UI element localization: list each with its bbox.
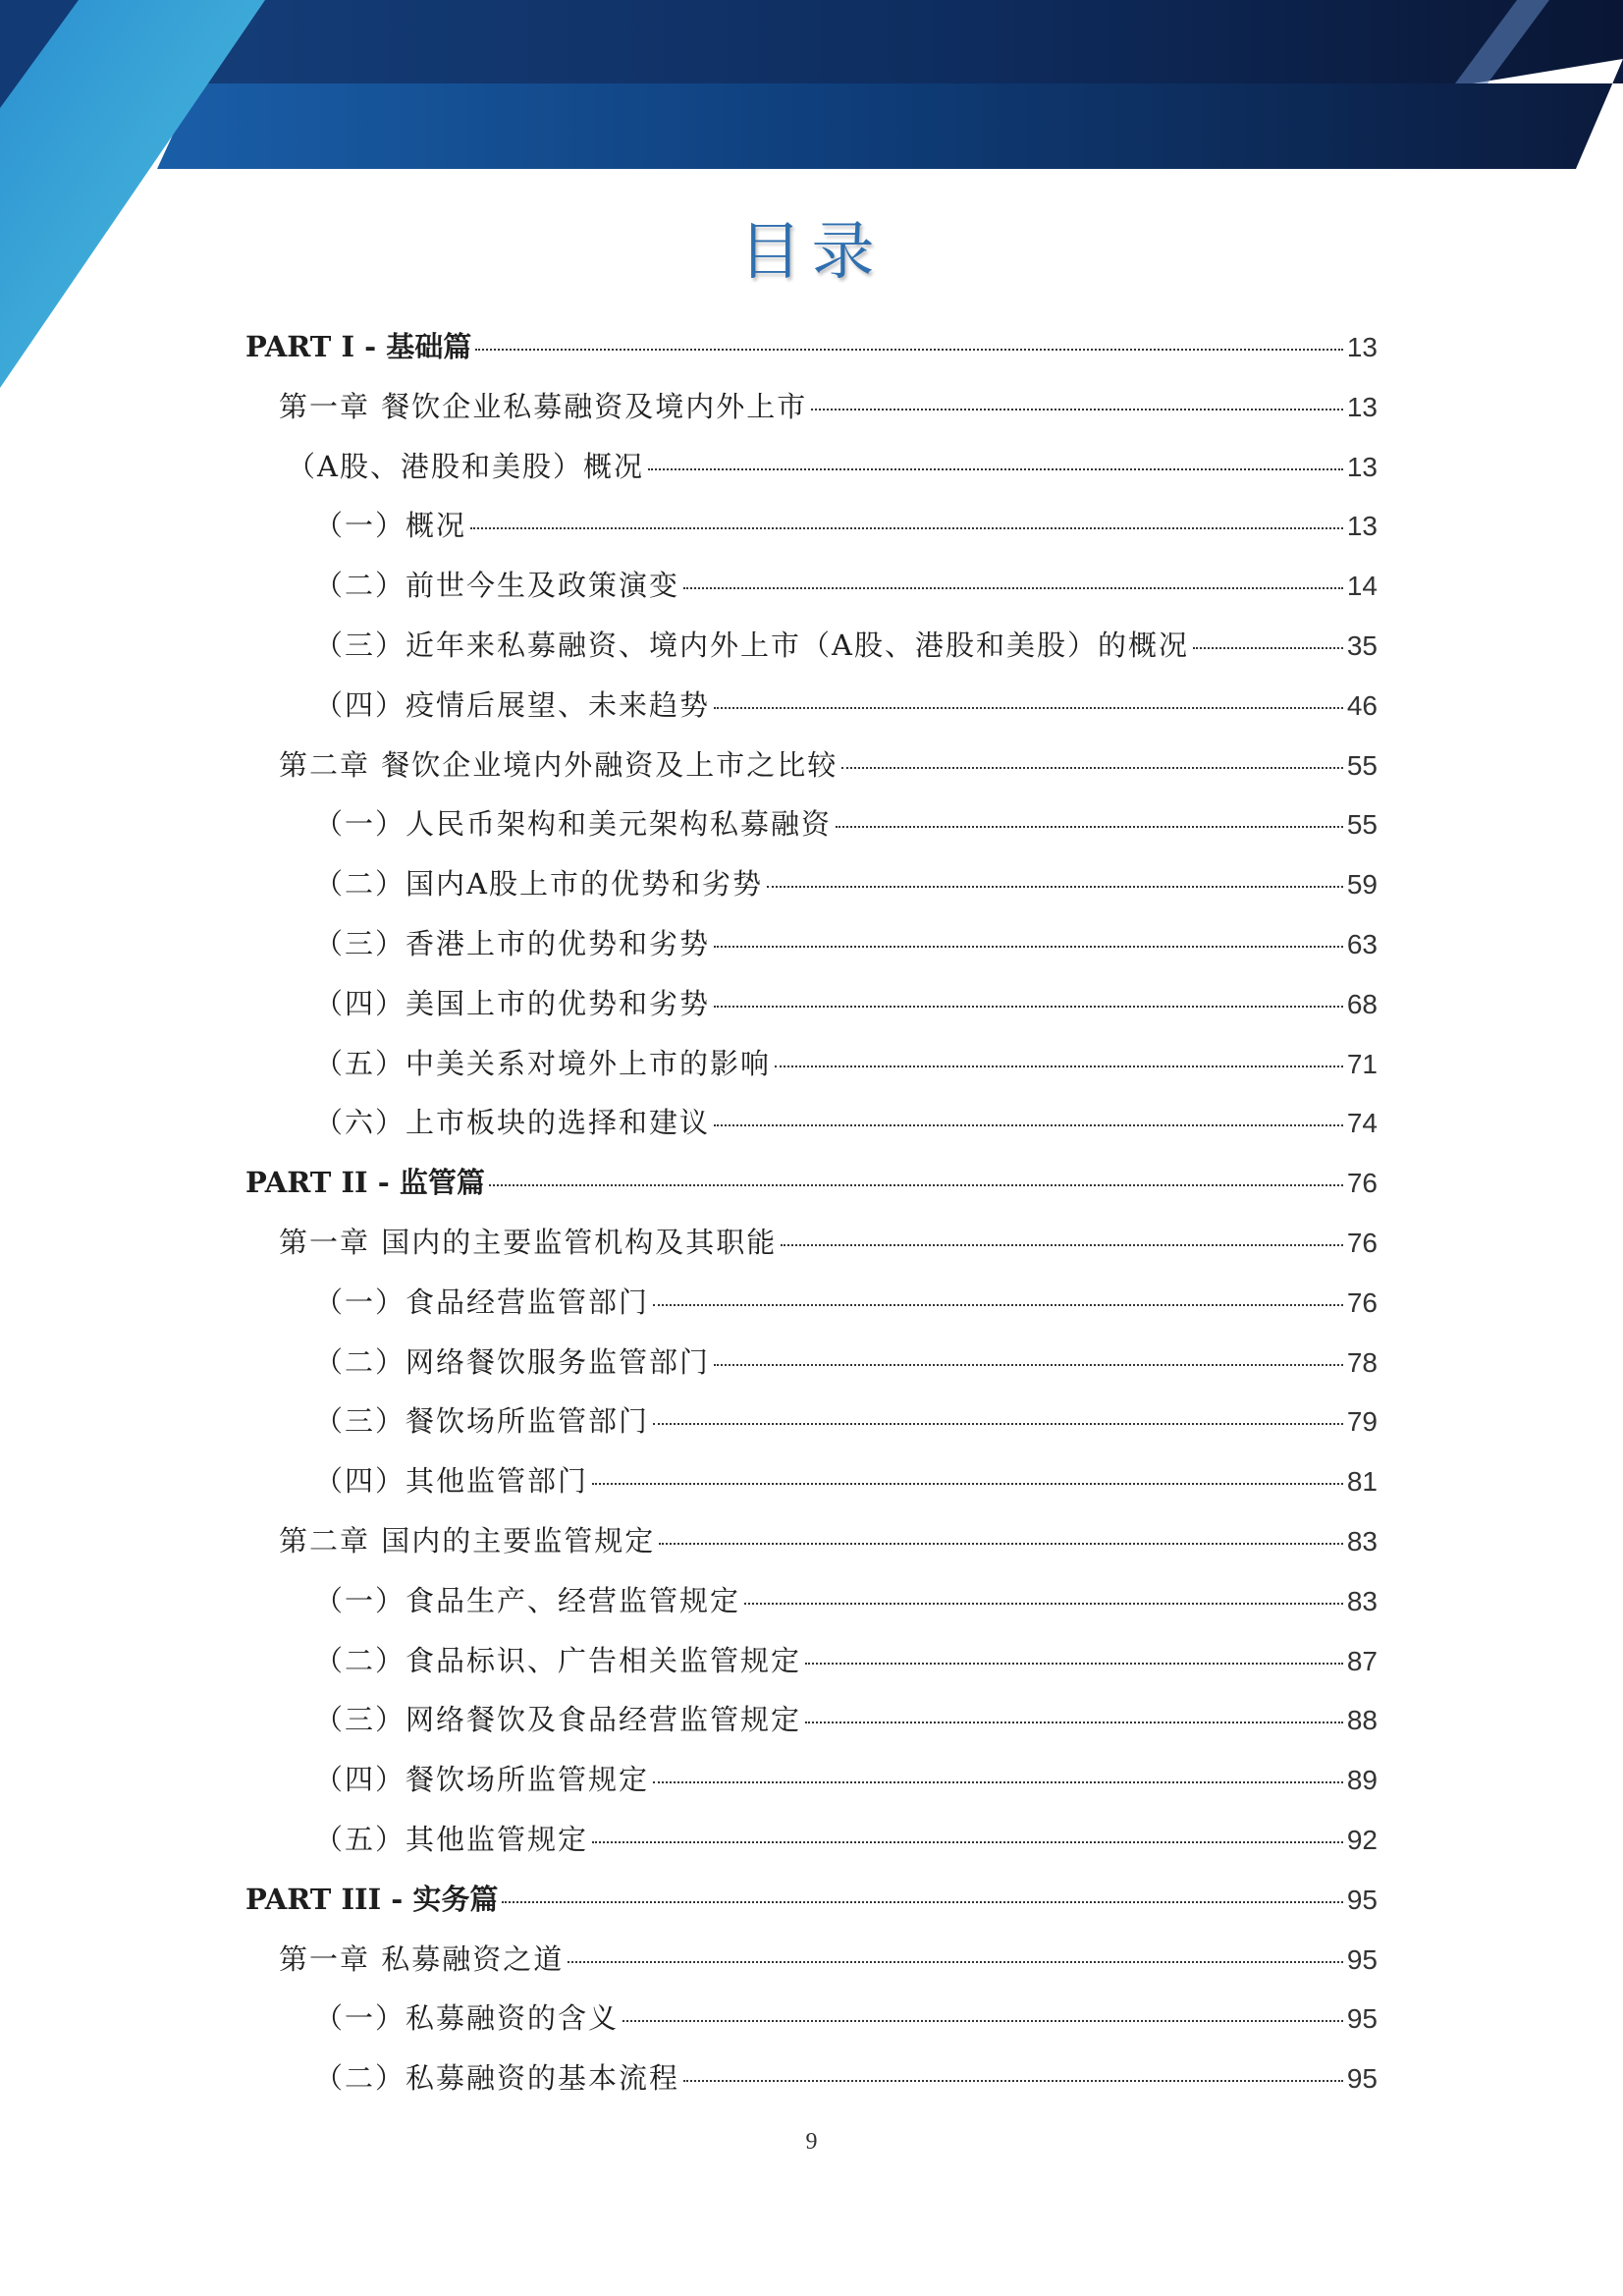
toc-entry-section[interactable] xyxy=(314,1093,1378,1153)
dot-leader xyxy=(470,527,1343,529)
toc-entry-title: （四）美国上市的优势和劣势 xyxy=(314,986,711,1020)
toc-entry-section[interactable] xyxy=(314,854,1378,914)
toc-entry-title: （一）食品经营监管部门 xyxy=(314,1285,650,1319)
toc-entry-page: 13 xyxy=(1346,332,1378,362)
toc-entry-title: （A股、港股和美股）概况 xyxy=(287,449,644,483)
dot-leader xyxy=(775,1066,1343,1067)
toc-entry-page: 55 xyxy=(1346,809,1378,841)
toc-entry-page: 89 xyxy=(1346,1765,1378,1796)
toc-entry-page: 88 xyxy=(1346,1705,1378,1736)
toc-entry-title: （五）其他监管规定 xyxy=(314,1822,589,1856)
dot-leader xyxy=(489,1184,1343,1186)
toc-entry-section[interactable] xyxy=(314,1631,1378,1691)
toc-entry-page: 76 xyxy=(1346,1286,1378,1318)
dot-leader xyxy=(841,767,1343,769)
toc-entry-title: PART I - 基础篇 xyxy=(245,330,472,363)
toc-entry-section[interactable] xyxy=(314,1451,1378,1511)
toc-entry-title: 第二章 国内的主要监管规定 xyxy=(279,1523,656,1558)
toc-entry-page: 55 xyxy=(1346,749,1378,781)
toc-entry-page: 95 xyxy=(1346,1884,1378,1915)
dot-leader xyxy=(592,1841,1343,1843)
toc-entry-page: 83 xyxy=(1346,1525,1378,1557)
dot-leader xyxy=(714,1006,1343,1008)
dot-leader xyxy=(1193,647,1343,649)
toc-entry-chapter[interactable] xyxy=(279,1511,1378,1571)
toc-entry-title: 第一章 国内的主要监管机构及其职能 xyxy=(279,1225,778,1259)
toc-entry-chapter[interactable] xyxy=(279,377,1378,437)
toc-entry-title: （五）中美关系对境外上市的影响 xyxy=(314,1046,772,1080)
toc-entry-page: 71 xyxy=(1346,1048,1378,1079)
toc-entry-title: （三）餐饮场所监管部门 xyxy=(314,1404,650,1439)
toc-entry-title: （一）私募融资的含义 xyxy=(314,2001,620,2036)
toc-entry-section[interactable] xyxy=(314,1571,1378,1631)
toc-entry-section[interactable] xyxy=(314,1333,1378,1393)
toc-entry-section[interactable] xyxy=(314,1810,1378,1870)
dot-leader xyxy=(781,1244,1343,1246)
toc-entry-continuation[interactable] xyxy=(287,437,1378,497)
toc-entry-section[interactable] xyxy=(314,1690,1378,1750)
dot-leader xyxy=(502,1901,1342,1903)
toc-entry-page: 92 xyxy=(1346,1824,1378,1855)
dot-leader xyxy=(475,349,1343,351)
toc-entry-title: （三）近年来私募融资、境内外上市（A股、港股和美股）的概况 xyxy=(314,628,1189,662)
toc-entry-page: 76 xyxy=(1346,1227,1378,1258)
dot-leader xyxy=(683,587,1343,589)
toc-entry-title: PART III - 实务篇 xyxy=(245,1882,499,1916)
toc-entry-page: 81 xyxy=(1346,1466,1378,1498)
dot-leader xyxy=(714,1364,1343,1366)
page-number: 9 xyxy=(805,2129,818,2155)
toc-entry-section[interactable] xyxy=(314,616,1378,676)
toc-entry-section[interactable] xyxy=(314,914,1378,974)
toc-entry-chapter[interactable] xyxy=(279,736,1378,795)
dot-leader xyxy=(714,707,1343,709)
toc-entry-title: （二）网络餐饮服务监管部门 xyxy=(314,1344,711,1379)
toc-entry-section[interactable] xyxy=(314,1034,1378,1094)
toc-entry-page: 46 xyxy=(1346,689,1378,721)
toc-entry-title: （一）食品生产、经营监管规定 xyxy=(314,1583,741,1617)
toc-entry-section[interactable] xyxy=(314,1750,1378,1810)
toc-entry-title: （一）人民币架构和美元架构私募融资 xyxy=(314,807,833,842)
dot-leader xyxy=(767,886,1343,888)
toc-entry-title: （二）前世今生及政策演变 xyxy=(314,569,680,603)
dot-leader xyxy=(659,1543,1343,1545)
toc-entry-page: 76 xyxy=(1346,1168,1378,1199)
toc-entry-title: （六）上市板块的选择和建议 xyxy=(314,1106,711,1140)
toc-entry-section[interactable] xyxy=(314,1392,1378,1451)
toc-entry-title: （四）其他监管部门 xyxy=(314,1464,589,1499)
toc-entry-page: 78 xyxy=(1346,1346,1378,1378)
toc-entry-title: PART II - 监管篇 xyxy=(245,1166,485,1200)
dot-leader xyxy=(592,1483,1343,1485)
toc-entry-title: （二）私募融资的基本流程 xyxy=(314,2061,680,2096)
toc-entry-page: 14 xyxy=(1346,571,1378,602)
dot-leader xyxy=(714,946,1343,948)
table-of-contents xyxy=(0,317,1623,2108)
toc-entry-chapter[interactable] xyxy=(279,1930,1378,1990)
dot-leader xyxy=(683,2080,1343,2082)
dot-leader xyxy=(836,826,1343,828)
toc-entry-title: 第二章 餐饮企业境内外融资及上市之比较 xyxy=(279,747,839,782)
toc-entry-page: 63 xyxy=(1346,928,1378,959)
toc-entry-section[interactable] xyxy=(314,1273,1378,1333)
toc-entry-page: 35 xyxy=(1346,629,1378,661)
toc-entry-section[interactable] xyxy=(314,496,1378,556)
toc-entry-title: 第一章 私募融资之道 xyxy=(279,1941,565,1976)
toc-entry-page: 95 xyxy=(1346,2003,1378,2035)
toc-entry-title: 第一章 餐饮企业私募融资及境内外上市 xyxy=(279,389,808,423)
toc-entry-chapter[interactable] xyxy=(279,1213,1378,1273)
toc-entry-title: （四）餐饮场所监管规定 xyxy=(314,1763,650,1797)
toc-entry-page: 68 xyxy=(1346,988,1378,1019)
toc-entry-part[interactable] xyxy=(245,317,1378,377)
dot-leader xyxy=(714,1124,1343,1126)
toc-entry-page: 13 xyxy=(1346,451,1378,482)
toc-entry-page: 13 xyxy=(1346,511,1378,542)
dot-leader xyxy=(744,1603,1343,1605)
toc-entry-title: （三）香港上市的优势和劣势 xyxy=(314,926,711,960)
toc-entry-part[interactable] xyxy=(245,1870,1378,1930)
toc-entry-section[interactable] xyxy=(314,2049,1378,2108)
toc-entry-title: （一）概况 xyxy=(314,509,467,543)
toc-entry-page: 59 xyxy=(1346,869,1378,901)
dot-leader xyxy=(622,2020,1343,2022)
toc-entry-page: 83 xyxy=(1346,1585,1378,1616)
toc-entry-section[interactable] xyxy=(314,556,1378,616)
toc-entry-page: 79 xyxy=(1346,1406,1378,1438)
dot-leader xyxy=(648,468,1343,470)
dot-leader xyxy=(653,1423,1343,1425)
dot-leader xyxy=(568,1961,1343,1963)
toc-entry-section[interactable] xyxy=(314,794,1378,854)
toc-entry-page: 87 xyxy=(1346,1645,1378,1676)
toc-entry-title: （四）疫情后展望、未来趋势 xyxy=(314,687,711,722)
dot-leader xyxy=(805,1663,1343,1665)
toc-title: 目录 xyxy=(738,216,885,289)
toc-entry-page: 95 xyxy=(1346,1943,1378,1975)
toc-entry-title: （二）国内A股上市的优势和劣势 xyxy=(314,867,763,902)
dot-leader xyxy=(653,1781,1343,1783)
toc-entry-part[interactable] xyxy=(245,1153,1378,1213)
dot-leader xyxy=(811,409,1343,410)
toc-entry-title: （二）食品标识、广告相关监管规定 xyxy=(314,1643,802,1677)
toc-entry-page: 74 xyxy=(1346,1108,1378,1139)
dot-leader xyxy=(805,1722,1343,1723)
toc-entry-page: 95 xyxy=(1346,2063,1378,2095)
toc-entry-page: 13 xyxy=(1346,391,1378,422)
toc-entry-section[interactable] xyxy=(314,974,1378,1034)
toc-entry-title: （三）网络餐饮及食品经营监管规定 xyxy=(314,1703,802,1737)
dot-leader xyxy=(653,1304,1343,1306)
toc-entry-section[interactable] xyxy=(314,676,1378,736)
toc-entry-section[interactable] xyxy=(314,1989,1378,2049)
